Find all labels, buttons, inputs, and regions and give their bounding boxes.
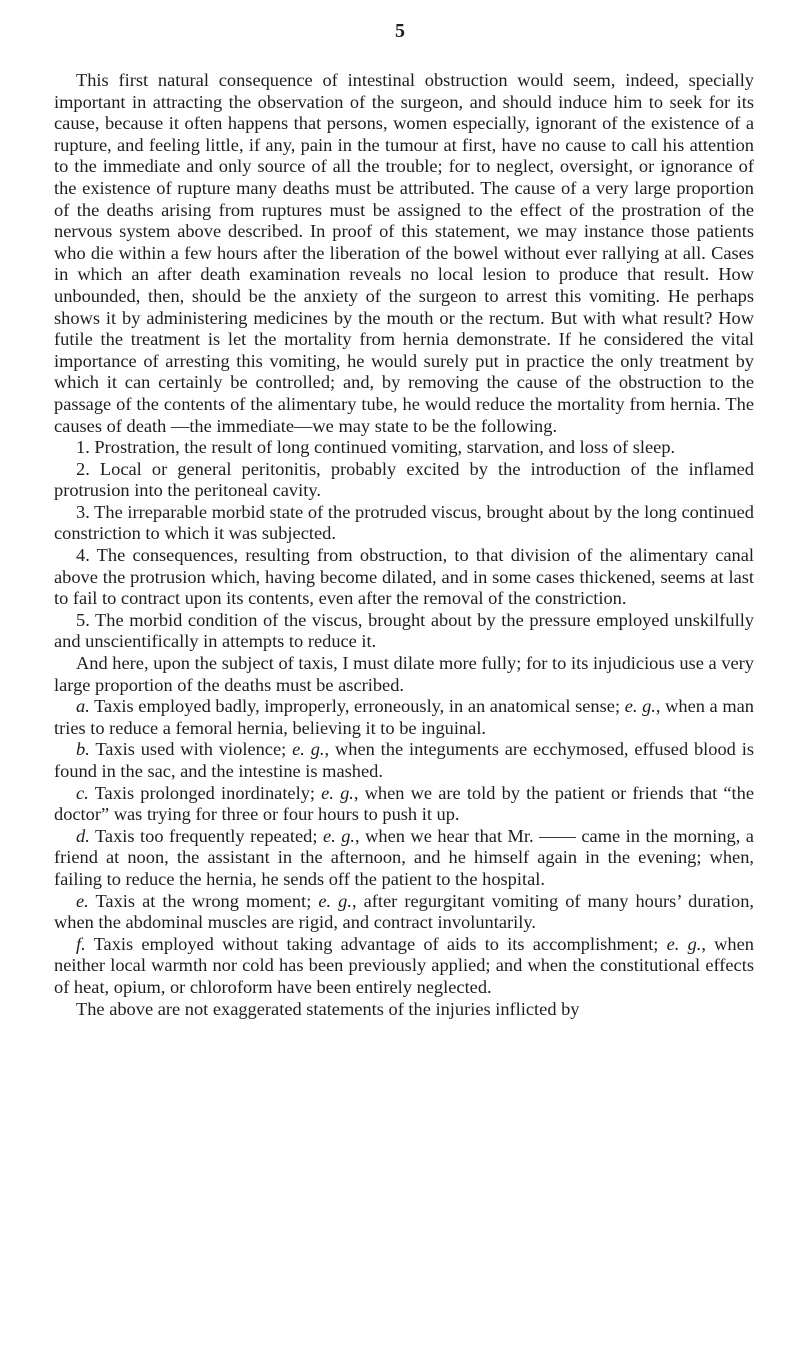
list-item — [54, 459, 754, 502]
italic-run: e. — [76, 890, 89, 911]
list-item — [54, 610, 754, 653]
text-run: , when we are told by the patient or friends that “the doctor” was trying for three or four hours to push it up. — [54, 782, 754, 825]
paragraph — [54, 653, 754, 696]
text-run: Taxis employed without taking advantage of aids to its accomplishment; — [85, 933, 667, 954]
text-run: Taxis employed badly, improperly, erroneously, in an anatomical sense; — [89, 696, 625, 717]
list-item — [54, 934, 754, 999]
italic-run: e. g. — [292, 739, 325, 760]
list-item — [54, 783, 754, 826]
text-run: , after regurgitant vomiting of many hours’ duration, when the abdominal muscles are rigid, and contract involuntarily. — [54, 890, 755, 933]
text-run: And here, upon the subject of taxis, I must dilate more fully; for to its injudicious use a very large proportion of the deaths must be ascribed. — [54, 653, 754, 695]
text-run: Taxis too frequently repeated; — [89, 825, 323, 846]
list-item — [54, 696, 754, 739]
text-run: , when neither local warmth nor cold has been previously applied; and when the constitutional effects of heat, opium, or chloroform have been entirely neglected. — [54, 933, 754, 997]
list-item — [54, 502, 754, 545]
italic-run: f. — [76, 933, 86, 954]
text-run: This first natural consequence of intestinal obstruction would seem, indeed, specially important in attracting the observation of the surgeon, and should induce him to seek for its cause, because it often happens that persons, women especially, ignorant of the existence of a rupture, and feeling little, if any, pain in the tumour at first, have no cause to call his attention to the immediate and only source of all the trouble; for to neglect, oversight, or ignorance of the existence of rupture many deaths must be attributed. The cause of a very large proportion of the deaths arising from ruptures must be assigned to the effect of the prostration of the nervous system above described. In proof of this statement, we may instance those patients who die within a few hours after the liberation of the bowel without ever rallying at all. Cases in which an after death examination reveals no local lesion to produce that result. How unbounded, then, should be the anxiety of the surgeon to arrest this vomiting. He perhaps shows it by administering medicines by the mouth or the rectum. But with what result? How futile the treatment is let the mortality from hernia demonstrate. If he considered the vital importance of arresting this vomiting, he would surely put in practice the only treatment by which it can certainly be controlled; and, by removing the cause of the obstruction to the passage of the contents of the alimentary tube, he would reduce the mortality from hernia. The causes of death —the immediate—we may state to be the following. — [54, 70, 754, 436]
text-run: , when a man tries to reduce a femoral hernia, believing it to be inguinal. — [54, 696, 755, 738]
list-item — [54, 437, 754, 459]
page-body — [54, 70, 754, 1020]
italic-run: b. — [76, 739, 90, 760]
text-run: Taxis used with violence; — [89, 739, 293, 760]
text-run: 5. The morbid condition of the viscus, brought about by the pressure employed unskilfully and unscientifically in attempts to reduce it. — [54, 609, 754, 652]
italic-run: e. g. — [666, 933, 702, 954]
text-run: Taxis at the wrong moment; — [88, 890, 319, 911]
italic-run: a. — [76, 696, 90, 717]
page-number: 5 — [395, 20, 405, 42]
text-run: , when the integuments are ecchymosed, effused blood is found in the sac, and the intestine is mashed. — [54, 739, 754, 781]
text-run: 3. The irreparable morbid state of the protruded viscus, brought about by the long continued constriction to which it was subjected. — [54, 501, 754, 544]
text-run: The above are not exaggerated statements of the injuries inflicted by — [76, 998, 580, 1019]
italic-run: e. g. — [624, 696, 656, 717]
text-run: , when we hear that Mr. —— came in the morning, a friend at noon, the assistant in the afternoon, and he himself again in the evening; when, failing to reduce the hernia, he sends off the patient to the hospital. — [54, 825, 754, 889]
list-item — [54, 545, 754, 610]
text-run: 1. Prostration, the result of long continued vomiting, starvation, and loss of sleep. — [76, 437, 676, 458]
italic-run: e. g. — [318, 890, 352, 911]
text-run: 2. Local or general peritonitis, probably excited by the introduction of the inflamed protrusion into the peritoneal cavity. — [54, 458, 754, 501]
paragraph — [54, 999, 754, 1021]
italic-run: d. — [76, 825, 90, 846]
list-item — [54, 739, 754, 782]
italic-run: e. g. — [321, 782, 354, 803]
italic-run: c. — [76, 782, 89, 803]
paragraph — [54, 70, 754, 437]
text-run: Taxis prolonged inordinately; — [88, 782, 322, 803]
list-item — [54, 891, 754, 934]
italic-run: e. g. — [322, 825, 355, 846]
text-run: 4. The consequences, resulting from obstruction, to that division of the alimentary canal above the protrusion which, having become dilated, and in some cases thickened, seems at last to fail to contract upon its contents, even after the removal of the constriction. — [54, 545, 754, 609]
list-item — [54, 826, 754, 891]
